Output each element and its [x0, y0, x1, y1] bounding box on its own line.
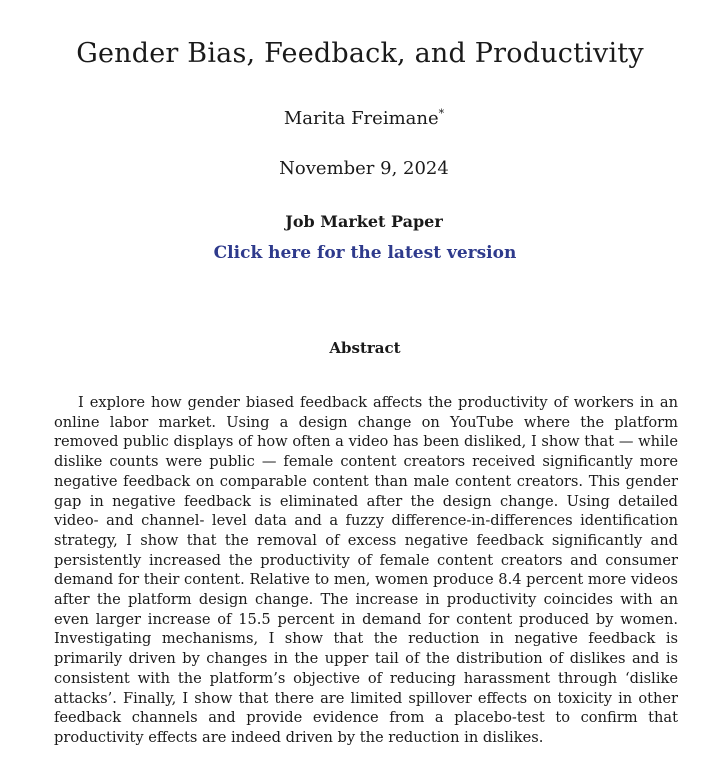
author-footnote-mark[interactable]: * — [438, 107, 445, 120]
latest-version-link[interactable]: Click here for the latest version — [213, 243, 517, 263]
abstract-body: I explore how gender biased feedback affects the productivity of workers in an online labor market. Using a design change on YouTube where the platform removed public displays of how often a video has been disliked, I show that — while dislike counts were public — female content creators received significantly more negative feedback on comparable content than male content creators. This gender gap in negative feedback is eliminated after the design change. Using detailed video- and channel- level data and a fuzzy difference-in-differences identification strategy, I show that the removal of excess negative feedback significantly and persistently increased the productivity of female content creators and consumer demand for their content. Relative to men, women produce 8.4 percent more videos after the platform design change. The increase in productivity coincides with an even larger increase of 15.5 percent in demand for content produced by women. Investigating mechanisms, I show that the reduction in negative feedback is primarily driven by changes in the upper tail of the distribution of dislikes and is consistent with the platform’s objective of reducing harassment through ‘dislike attacks’. Finally, I show that there are limited spillover effects on toxicity in other feedback channels and provide evidence from a placebo-test to confirm that productivity effects are indeed driven by the reduction in dislikes. — [54, 394, 678, 746]
paper-title: Gender Bias, Feedback, and Productivity — [76, 38, 644, 69]
author-name: Marita Freimane — [283, 108, 439, 129]
paper-type-label: Job Market Paper — [285, 212, 443, 231]
paper-date: November 9, 2024 — [279, 158, 449, 179]
abstract-heading: Abstract — [329, 339, 401, 357]
author-line — [0, 108, 720, 129]
